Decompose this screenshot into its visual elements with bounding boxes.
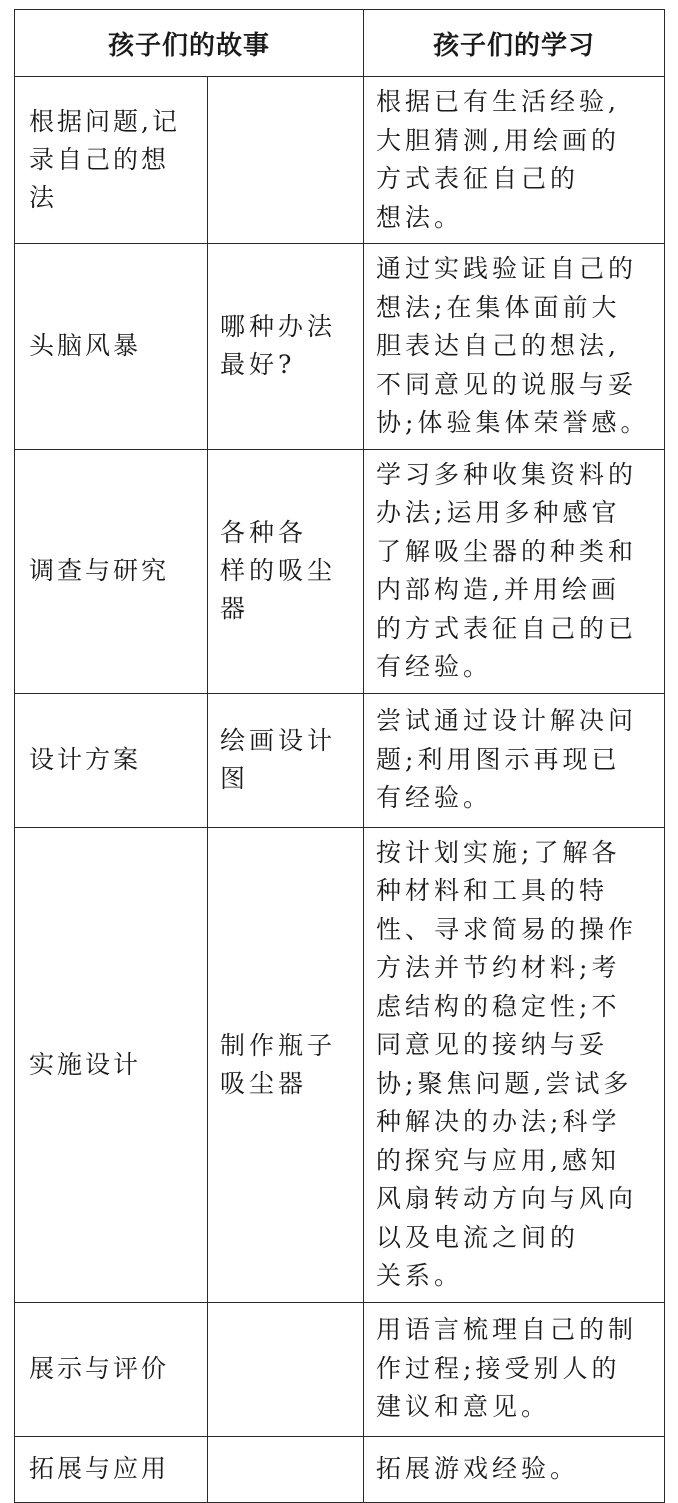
cell-learning (364, 77, 665, 244)
learning-line: 学习多种收集资料的 (376, 459, 638, 489)
header-row (15, 10, 665, 77)
story-learning-table (14, 9, 665, 1503)
learning-line: 胆表达自己的想法, (376, 331, 620, 360)
learning-line: 拓展游戏经验。 (376, 1453, 580, 1483)
learning-line: 以及电流之间的 (376, 1222, 580, 1252)
cell-activity (208, 77, 364, 244)
learning-line: 种解决的办法;科学 (376, 1107, 621, 1136)
stage-line: 根据问题,记 (29, 107, 180, 136)
learning-line: 性、寻求简易的操作 (376, 914, 638, 944)
learning-line: 想法。 (376, 202, 464, 232)
cell-learning (364, 244, 665, 450)
activity-line: 各种各 (220, 518, 308, 547)
stage-line: 法 (29, 183, 58, 212)
learning-line: 办法;运用多种感官 (376, 498, 621, 527)
cell-learning (364, 1302, 665, 1436)
table-row (15, 77, 665, 244)
learning-line: 不同意见的说服与妥 (376, 369, 638, 399)
learning-line: 协;体验集体荣誉感。 (376, 408, 650, 437)
learning-line: 内部构造,并用绘画 (376, 575, 620, 604)
cell-activity (208, 1436, 364, 1502)
stage-line: 展示与评价 (29, 1354, 170, 1383)
cell-stage (15, 693, 208, 827)
learning-line: 建议和意见。 (376, 1392, 551, 1422)
learning-line: 根据已有生活经验, (376, 87, 620, 116)
activity-line: 图 (220, 764, 250, 793)
learning-line: 的探究与应用,感知 (376, 1145, 620, 1175)
learning-line: 通过实践验证自己的 (376, 254, 638, 283)
stage-line: 头脑风暴 (29, 331, 142, 361)
stage-line: 录自己的想 (29, 145, 170, 174)
activity-line: 吸尘器 (220, 1068, 308, 1098)
cell-activity (208, 1302, 364, 1436)
cell-stage (15, 244, 208, 450)
learning-line: 种材料和工具的特 (376, 876, 609, 905)
cell-activity (208, 244, 364, 450)
activity-line: 哪种办法 (220, 312, 337, 342)
learning-line: 协;聚焦问题,尝试多 (376, 1068, 633, 1098)
cell-activity (208, 449, 364, 693)
activity-line: 制作瓶子 (220, 1030, 337, 1060)
header-story: 孩子们的故事 (15, 10, 364, 77)
learning-line: 方法并节约材料;考 (376, 953, 621, 982)
cell-learning (364, 693, 665, 827)
table-row (15, 449, 665, 693)
learning-line: 作过程;接受别人的 (376, 1353, 621, 1383)
activity-line: 绘画设计 (220, 726, 337, 755)
table-row (15, 244, 665, 450)
learning-line: 想法;在集体面前大 (376, 292, 621, 322)
learning-line: 风扇转动方向与风向 (376, 1184, 638, 1213)
learning-line: 大胆猜测,用绘画的 (376, 125, 620, 155)
table-row (15, 693, 665, 827)
learning-line: 虑结构的稳定性;不 (376, 991, 621, 1021)
learning-line: 有经验。 (376, 783, 493, 813)
learning-line: 用语言梳理自己的制 (376, 1315, 638, 1345)
learning-line: 的方式表征自己的已 (376, 613, 638, 643)
learning-line: 有经验。 (376, 652, 493, 681)
cell-activity (208, 693, 364, 827)
table-row (15, 1436, 665, 1502)
activity-line: 样的吸尘器 (220, 556, 337, 623)
table-row (15, 1302, 665, 1436)
stage-line: 调查与研究 (29, 556, 170, 585)
stage-line: 拓展与应用 (29, 1454, 170, 1483)
cell-stage (15, 827, 208, 1302)
table-body (15, 77, 665, 1503)
learning-line: 方式表征自己的 (376, 164, 580, 193)
learning-line: 了解吸尘器的种类和 (376, 536, 638, 566)
learning-line: 题;利用图示再现已 (376, 744, 621, 774)
cell-stage (15, 449, 208, 693)
cell-stage (15, 77, 208, 244)
cell-stage (15, 1436, 208, 1502)
cell-learning (364, 827, 665, 1302)
cell-learning (364, 449, 665, 693)
stage-line: 实施设计 (29, 1049, 142, 1079)
learning-line: 同意见的接纳与妥 (376, 1030, 609, 1059)
learning-line: 按计划实施;了解各 (376, 837, 621, 867)
learning-line: 尝试通过设计解决问 (376, 706, 638, 736)
learning-line: 关系。 (376, 1261, 464, 1290)
table-row (15, 827, 665, 1302)
cell-activity (208, 827, 364, 1302)
cell-learning (364, 1436, 665, 1502)
cell-stage (15, 1302, 208, 1436)
activity-line: 最好? (220, 350, 296, 380)
stage-line: 设计方案 (29, 745, 142, 774)
header-learning: 孩子们的学习 (364, 10, 665, 77)
